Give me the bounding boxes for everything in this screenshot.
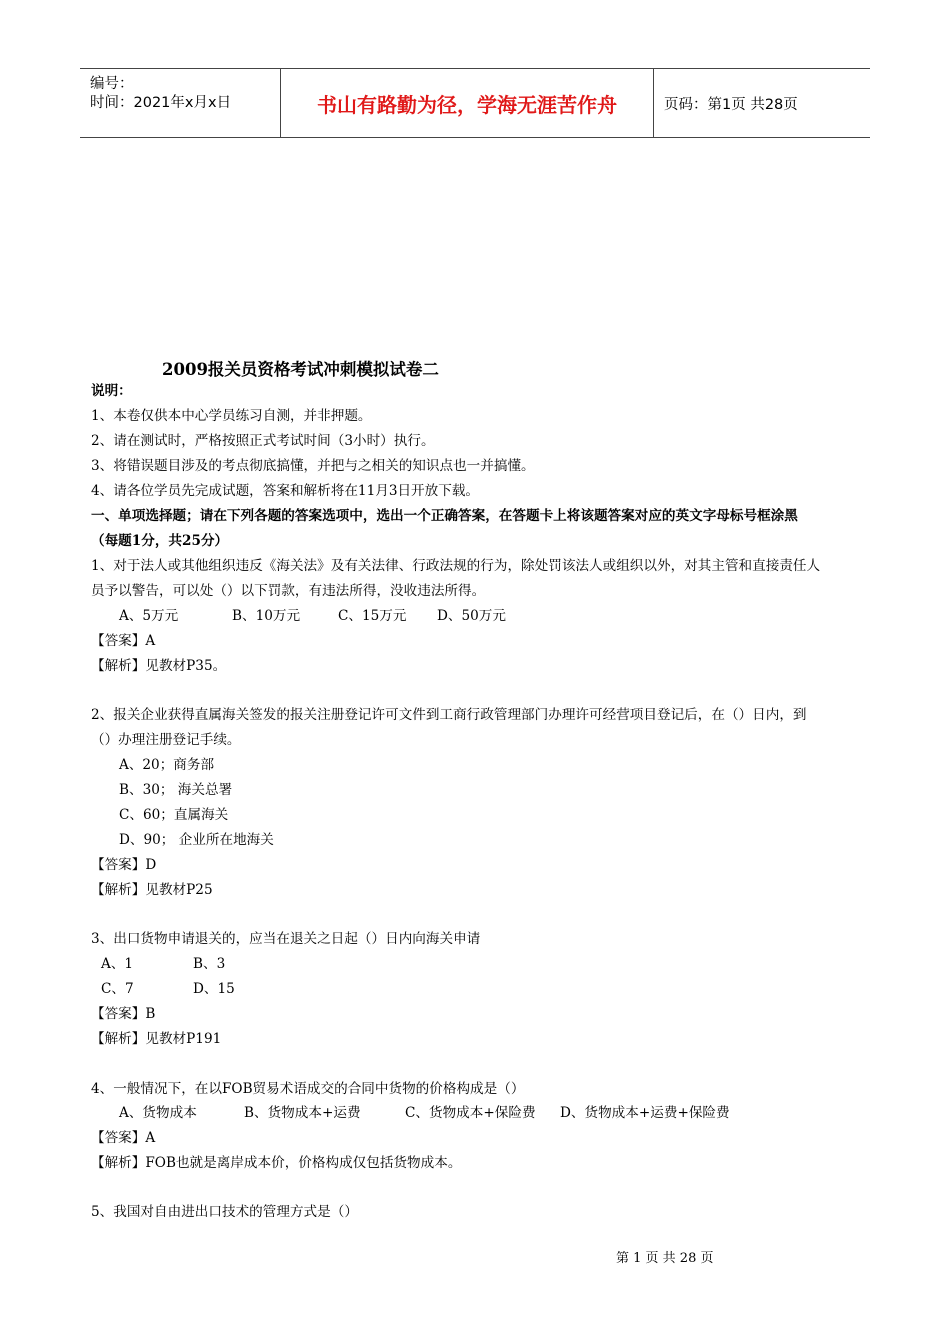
- question-text: 4、一般情况下，在以FOB贸易术语成交的合同中货物的价格构成是（）: [91, 1081, 525, 1097]
- serial-label: 编号：: [90, 76, 134, 92]
- question-text: 2、报关企业获得直属海关签发的报关注册登记许可文件到工商行政管理部门办理许可经营项目登记后，在（）日内，到: [91, 707, 807, 723]
- section-heading: 一、单项选择题；请在下列各题的答案选项中，选出一个正确答案，在答题卡上将该题答案对应的英文字母标号框涂黑: [91, 508, 798, 524]
- question-text: （）办理注册登记手续。: [91, 732, 241, 748]
- time-label: 时间：2021年x月x日: [90, 95, 232, 111]
- section-heading-score: （每题1分，共25分）: [91, 533, 229, 549]
- question-text: 1、对于法人或其他组织违反《海关法》及有关法律、行政法规的行为，除处罚该法人或组织以外，对其主管和直接责任人: [91, 558, 821, 574]
- question-analysis: 【解析】见教材P35。: [91, 658, 227, 674]
- question-option: D、50万元: [437, 608, 506, 624]
- note-item: 2、请在测试时，严格按照正式考试时间（3小时）执行。: [91, 433, 435, 449]
- question-answer: 【答案】D: [91, 857, 157, 873]
- question-analysis: 【解析】见教材P191: [91, 1031, 222, 1047]
- question-option: B、货物成本+运费: [244, 1105, 361, 1121]
- question-option: D、90； 企业所在地海关: [119, 832, 274, 848]
- question-option: C、货物成本+保险费: [405, 1105, 536, 1121]
- question-option: C、60；直属海关: [119, 807, 229, 823]
- question-text: 员予以警告，可以处（）以下罚款，有违法所得，没收违法所得。: [91, 583, 486, 599]
- document-title: 2009报关员资格考试冲刺模拟试卷二: [162, 360, 439, 379]
- question-text: 3、出口货物申请退关的，应当在退关之日起（）日内向海关申请: [91, 931, 481, 947]
- note-item: 3、将错误题目涉及的考点彻底搞懂，并把与之相关的知识点也一并搞懂。: [91, 458, 535, 474]
- header-info-cell: [80, 69, 281, 137]
- question-option: C、7: [101, 981, 134, 997]
- header-motto: 书山有路勤为径，学海无涯苦作舟: [281, 69, 654, 137]
- question-option: B、10万元: [232, 608, 301, 624]
- question-answer: 【答案】A: [91, 633, 156, 649]
- notes-heading: 说明：: [91, 383, 132, 399]
- note-item: 1、本卷仅供本中心学员练习自测，并非押题。: [91, 408, 372, 424]
- question-answer: 【答案】B: [91, 1006, 156, 1022]
- question-option: D、15: [193, 981, 235, 997]
- question-option: A、20；商务部: [119, 757, 215, 773]
- question-option: A、5万元: [119, 608, 179, 624]
- question-option: D、货物成本+运费+保险费: [560, 1105, 730, 1121]
- page-footer: 第 1 页 共 28 页: [616, 1251, 714, 1266]
- note-item: 4、请各位学员先完成试题，答案和解析将在11月3日开放下载。: [91, 483, 480, 499]
- question-analysis: 【解析】FOB也就是离岸成本价，价格构成仅包括货物成本。: [91, 1155, 462, 1171]
- question-option: A、1: [101, 956, 134, 972]
- page-header: [80, 68, 870, 138]
- question-option: A、货物成本: [119, 1105, 197, 1121]
- header-page-cell: [654, 69, 870, 137]
- question-option: B、30； 海关总署: [119, 782, 233, 798]
- question-answer: 【答案】A: [91, 1130, 156, 1146]
- question-option: C、15万元: [338, 608, 407, 624]
- question-option: B、3: [193, 956, 226, 972]
- page-label: 页码：第1页 共28页: [664, 96, 798, 113]
- question-analysis: 【解析】见教材P25: [91, 882, 213, 898]
- question-text: 5、我国对自由进出口技术的管理方式是（）: [91, 1204, 358, 1220]
